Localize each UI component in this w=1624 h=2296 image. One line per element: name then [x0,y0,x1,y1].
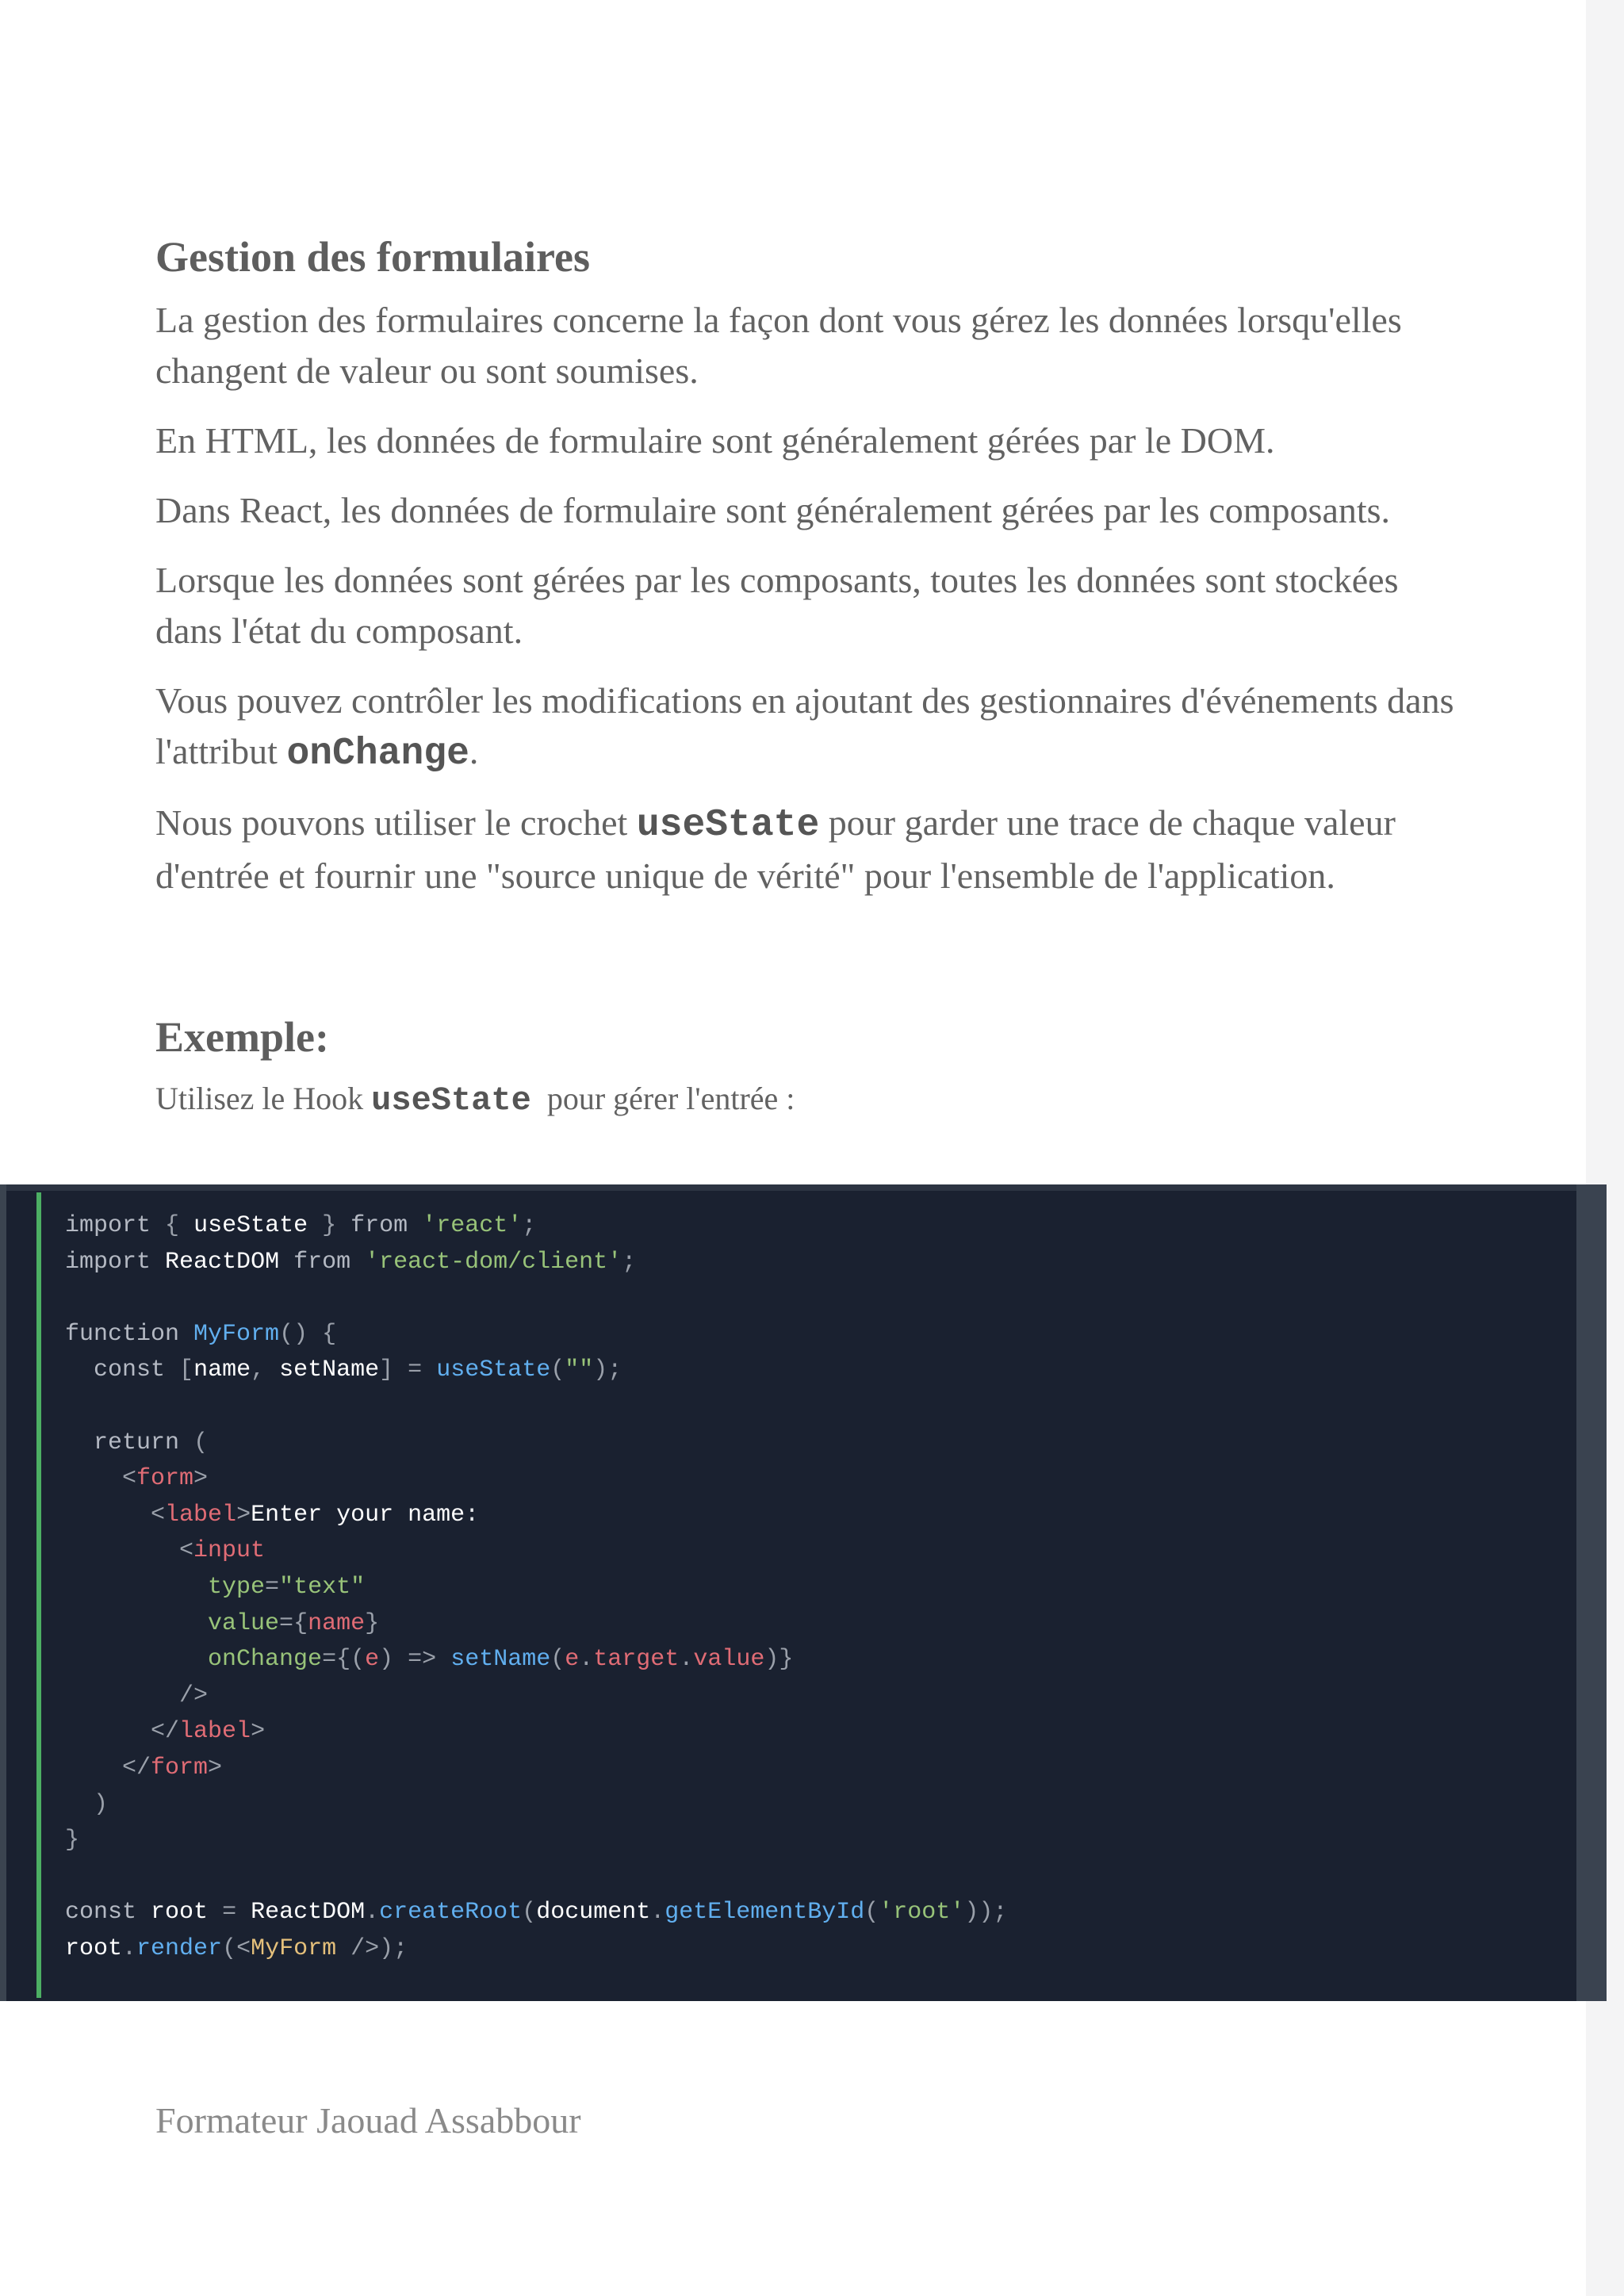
code-line: </label> [151,1718,266,1746]
code-line: type="text" [208,1573,366,1601]
inline-code-onchange: onChange [286,733,469,775]
paragraph-html: En HTML, les données de formulaire sont généralement gérées par le DOM. [155,420,1275,461]
paragraph-onchange-text: Vous pouvez contrôler les modifications en ajoutant des gestionnaires d'événements dans l'attribut [155,680,1454,771]
code-line: } [65,1827,80,1854]
code-block[interactable] [0,1184,1607,2001]
paragraph-onchange [155,675,1472,779]
paragraph-onchange-end: . [469,731,479,771]
code-listing[interactable] [65,1208,1007,1967]
inline-code-usestate-hook: useState [371,1081,531,1119]
example-description-text: Utilisez le Hook [155,1081,372,1116]
code-line: <form> [122,1465,209,1493]
example-description [155,1077,795,1123]
code-line: const root = ReactDOM.createRoot(document.getElementById('root')); [65,1899,1008,1927]
code-line: import { useState } from 'react'; [65,1212,537,1239]
section-title: Gestion des formulaires [155,233,590,281]
code-line: return ( [94,1429,209,1456]
code-line: <label>Enter your name: [151,1501,480,1529]
example-title: Exemple: [155,1013,329,1061]
code-block-accent-bar [36,1192,41,1998]
code-line: function MyForm() { [65,1320,337,1348]
code-line: root.render(<MyForm />); [65,1934,408,1962]
code-line: </form> [122,1754,223,1781]
paragraph-usestate [155,798,1472,901]
code-line: import ReactDOM from 'react-dom/client'; [65,1248,637,1276]
code-line: ) [94,1790,109,1818]
inline-code-usestate: useState [636,804,820,847]
code-line: /> [179,1682,209,1709]
paragraph-react: Dans React, les données de formulaire sont généralement gérées par les composants. [155,490,1391,530]
paragraph-usestate-end: pour garder une trace de chaque valeur d'entrée et fournir une "source unique de vérité" pour l'ensemble de l'application. [155,802,1396,896]
paragraph-usestate-text: Nous pouvons utiliser le crochet [155,802,637,843]
footer-author: Formateur Jaouad Assabbour [155,2100,581,2141]
code-line: <input [179,1537,266,1565]
example-description-end: pour gérer l'entrée : [530,1081,795,1116]
code-block-gutter [0,1184,6,2001]
code-line: value={name} [208,1609,380,1637]
code-block-scrollbar[interactable] [1576,1184,1607,2001]
code-block-border [0,1184,1607,1191]
code-line: onChange={(e) => setName(e.target.value)} [208,1646,794,1674]
code-line: const [name, setName] = useState(""); [94,1357,622,1384]
paragraph-intro: La gestion des formulaires concerne la façon dont vous gérez les données lorsqu'elles changent de valeur ou sont soumises. [155,300,1402,391]
paragraph-state: Lorsque les données sont gérées par les composants, toutes les données sont stockées dans l'état du composant. [155,560,1399,651]
